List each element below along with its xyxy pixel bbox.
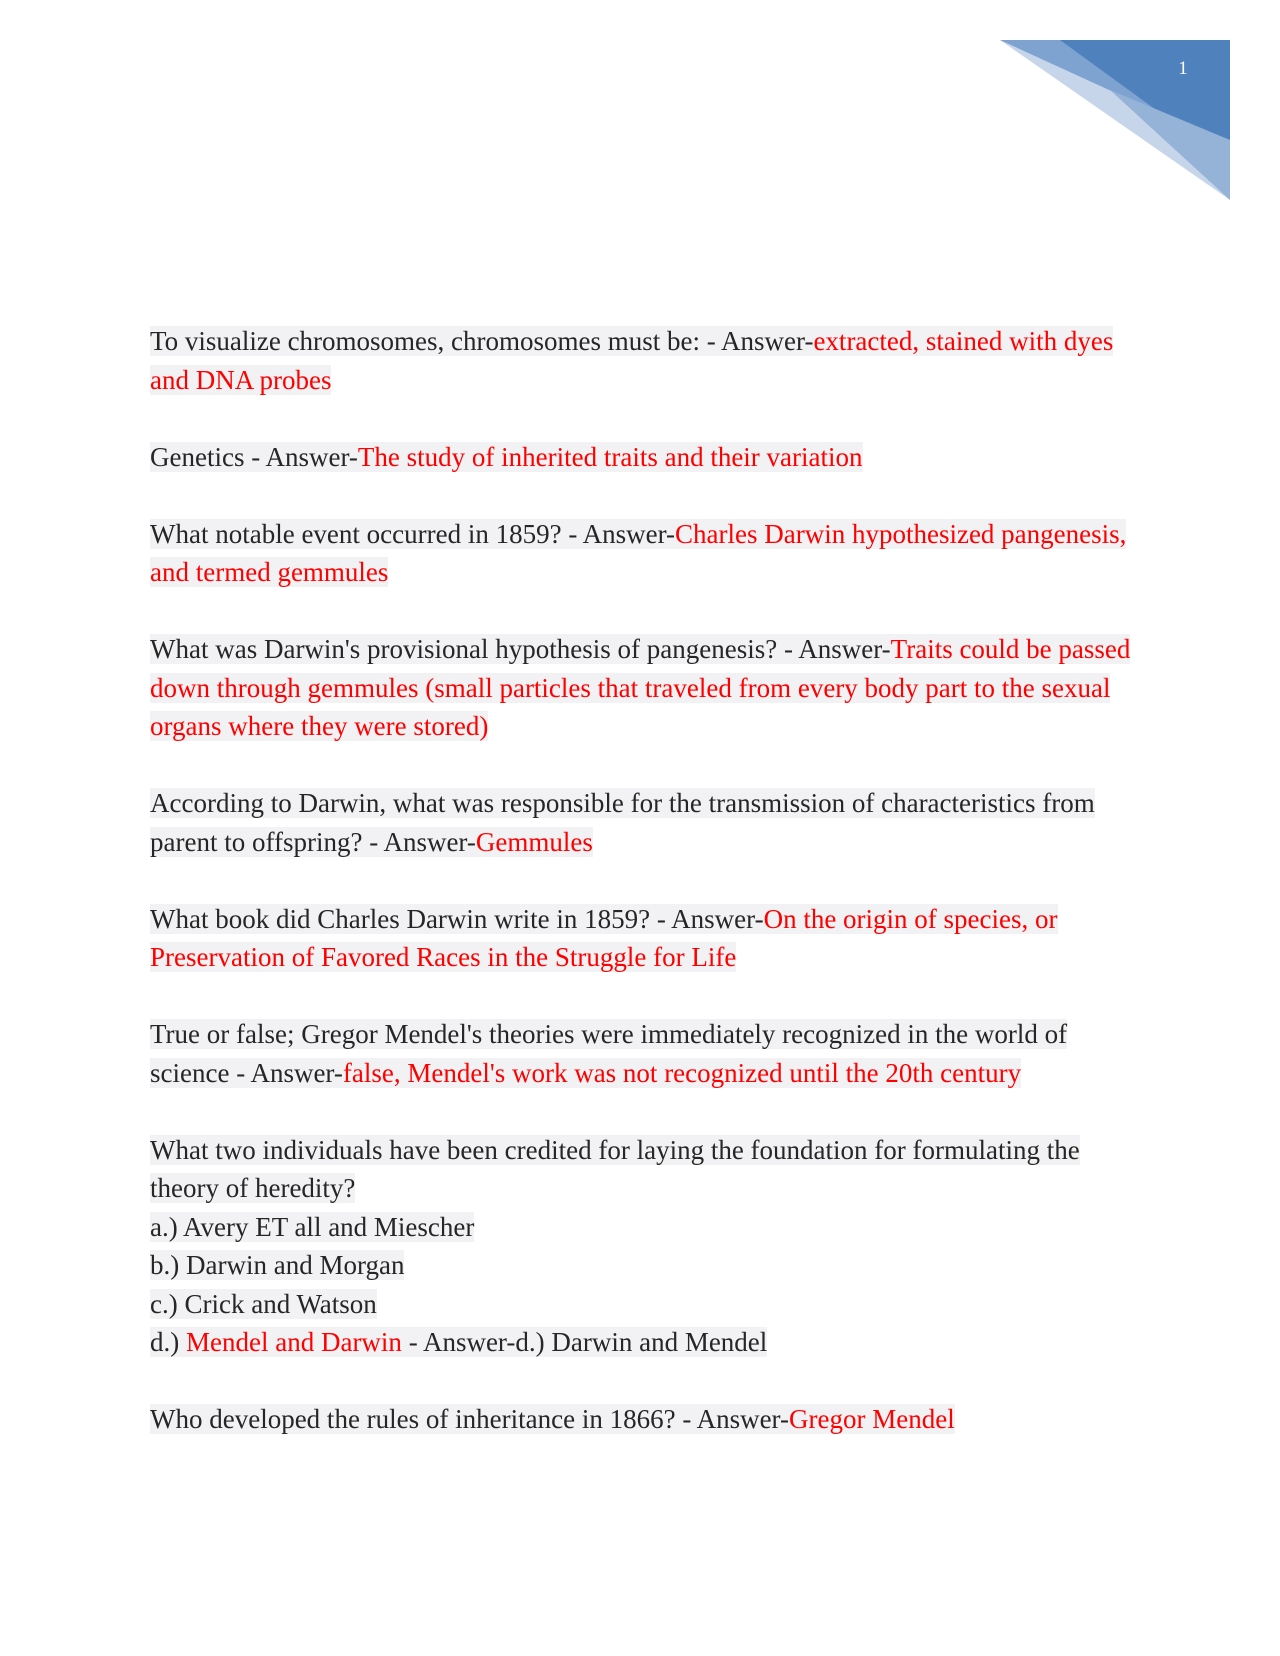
- page-number: 1: [1178, 58, 1188, 79]
- mc-option-c: c.) Crick and Watson: [150, 1288, 377, 1319]
- corner-decoration: [0, 0, 1280, 230]
- question-text: According to Darwin, what was responsible for the transmission of characteristics from parent to offspring? - Answer-: [150, 788, 1095, 857]
- question-text: What was Darwin's provisional hypothesis of pangenesis? - Answer-: [150, 634, 891, 664]
- answer-text: extracted, stained with dyes and DNA probes: [150, 326, 1114, 395]
- mc-option-d-text: Mendel and Darwin: [186, 1327, 402, 1357]
- mc-question-text: What two individuals have been credited for laying the foundation for formulating the theory of heredity?: [150, 1134, 1080, 1203]
- answer-text: Traits could be passed down through gemmules (small particles that traveled from every body part to the sexual organs where they were stored): [150, 634, 1131, 741]
- question-text: Genetics - Answer-: [150, 441, 358, 472]
- qa-item-2: [150, 438, 1140, 477]
- question-text: What book did Charles Darwin write in 1859? - Answer-: [150, 903, 764, 934]
- mc-answer-text: - Answer-d.) Darwin and Mendel: [401, 1327, 768, 1357]
- qa-item-6: [150, 900, 1140, 977]
- question-text: Who developed the rules of inheritance in 1866? - Answer-: [150, 1404, 789, 1434]
- answer-text: Charles Darwin hypothesized pangenesis, and termed gemmules: [150, 518, 1127, 587]
- answer-text: The study of inherited traits and their variation: [357, 441, 863, 472]
- question-text: What notable event occurred in 1859? - Answer-: [150, 518, 676, 549]
- qa-item-3: [150, 515, 1140, 592]
- qa-item-4: [150, 630, 1140, 746]
- answer-text: Gregor Mendel: [789, 1404, 955, 1434]
- mc-option-a: a.) Avery ET all and Miescher: [150, 1211, 475, 1242]
- qa-item-5: [150, 784, 1140, 861]
- question-text: True or false; Gregor Mendel's theories were immediately recognized in the world of science - Answer-: [150, 1019, 1068, 1088]
- question-text: To visualize chromosomes, chromosomes must be: - Answer-: [150, 326, 814, 356]
- qa-item-1: [150, 322, 1140, 399]
- mc-option-b: b.) Darwin and Morgan: [150, 1250, 405, 1280]
- mc-option-d-prefix: d.): [150, 1327, 186, 1357]
- qa-item-8: [150, 1400, 1140, 1439]
- document-body: [150, 322, 1140, 1477]
- multiple-choice-item: [150, 1131, 1140, 1362]
- answer-text: Gemmules: [475, 826, 593, 857]
- answer-text: On the origin of species, or Preservation of Favored Races in the Struggle for Life: [150, 903, 1058, 972]
- qa-item-7: [150, 1015, 1140, 1092]
- answer-text: false, Mendel's work was not recognized until the 20th century: [342, 1057, 1022, 1088]
